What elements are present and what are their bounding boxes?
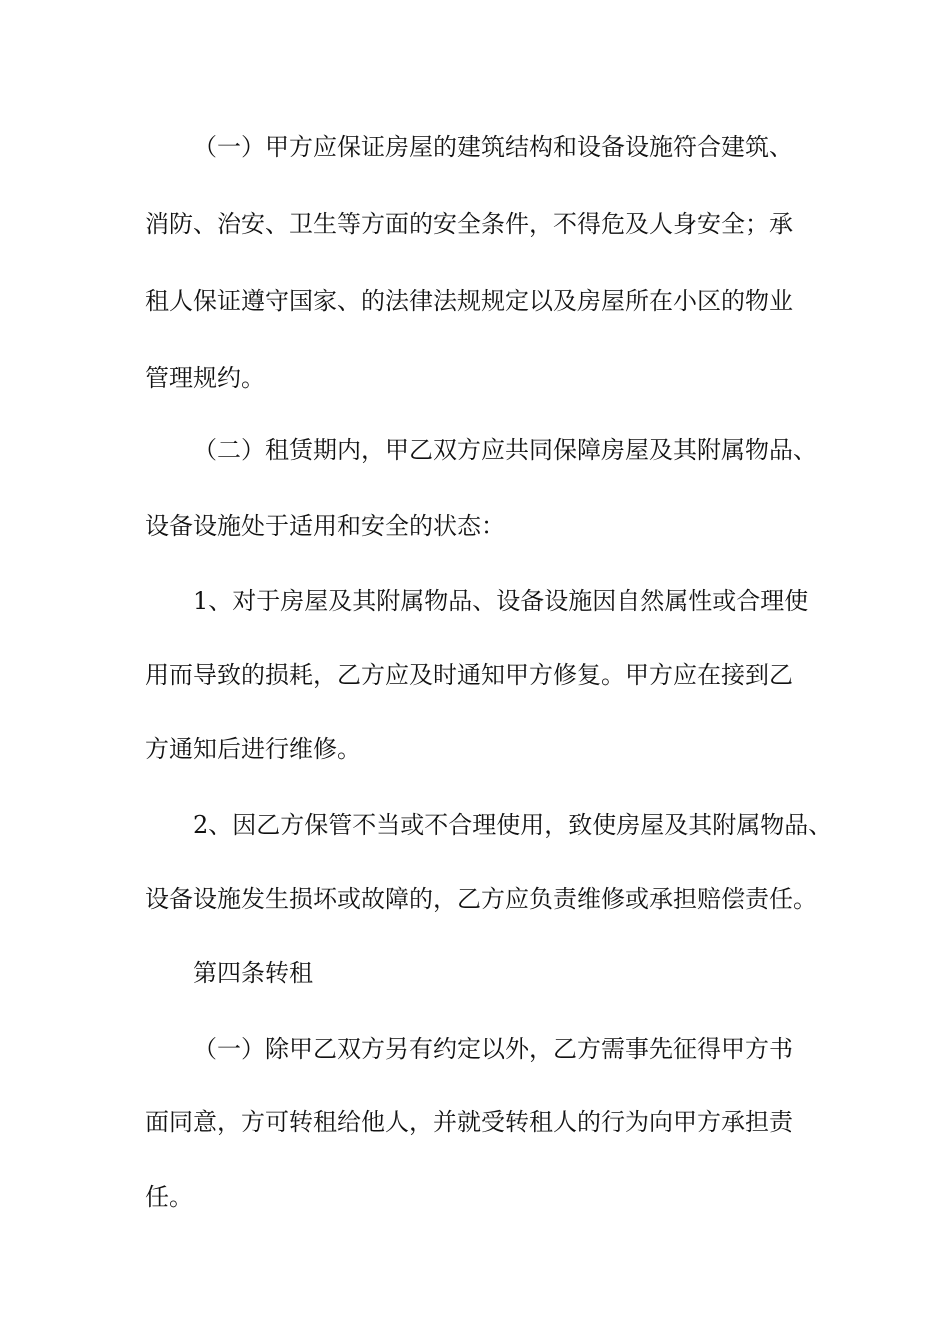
paragraph-3-line-1: 1、对于房屋及其附属物品、设备设施因自然属性或合理使	[193, 587, 809, 615]
paragraph-2-line-1: （二）租赁期内，甲乙双方应共同保障房屋及其附属物品、	[193, 436, 817, 464]
paragraph-1-line-4: 管理规约。	[145, 364, 265, 392]
paragraph-1-line-1: （一）甲方应保证房屋的建筑结构和设备设施符合建筑、	[193, 133, 793, 161]
paragraph-1-line-2: 消防、治安、卫生等方面的安全条件，不得危及人身安全；承	[145, 210, 793, 238]
paragraph-5-line-3: 任。	[145, 1183, 193, 1211]
paragraph-4-line-2: 设备设施发生损坏或故障的，乙方应负责维修或承担赔偿责任。	[145, 885, 817, 913]
paragraph-3-line-3: 方通知后进行维修。	[145, 735, 361, 763]
paragraph-5-line-2: 面同意，方可转租给他人，并就受转租人的行为向甲方承担责	[145, 1108, 793, 1136]
paragraph-1-line-3: 租人保证遵守国家、的法律法规规定以及房屋所在小区的物业	[145, 287, 793, 315]
paragraph-3-line-2: 用而导致的损耗，乙方应及时通知甲方修复。甲方应在接到乙	[145, 661, 793, 689]
section-heading-article-4: 第四条转租	[193, 959, 313, 987]
paragraph-2-line-2: 设备设施处于适用和安全的状态：	[145, 512, 505, 540]
paragraph-4-line-1: 2、因乙方保管不当或不合理使用，致使房屋及其附属物品、	[193, 811, 833, 839]
paragraph-5-line-1: （一）除甲乙双方另有约定以外，乙方需事先征得甲方书	[193, 1035, 793, 1063]
